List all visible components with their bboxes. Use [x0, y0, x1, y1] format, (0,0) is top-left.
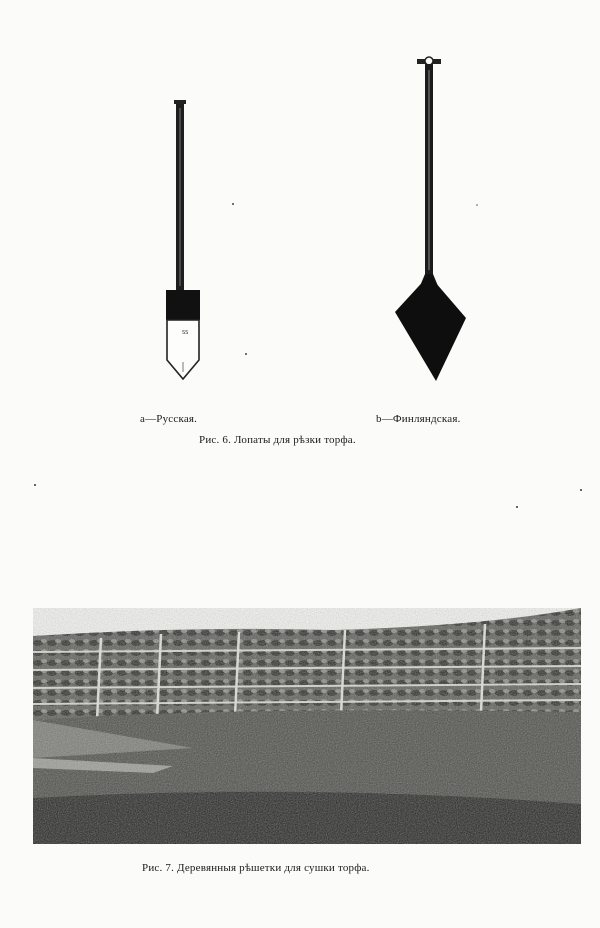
figure-6-label-a: a—Русская.: [140, 413, 198, 425]
svg-text:SS: SS: [182, 330, 189, 336]
finnish-spade-drawing: [395, 57, 466, 381]
print-speck: [580, 489, 582, 491]
figure-7-caption: Рис. 7. Деревянныя рѣшетки для сушки торфа.: [142, 862, 370, 874]
print-speck: [516, 506, 518, 508]
russian-spade-drawing: [166, 100, 200, 379]
figure-6-label-b: b—Финляндская.: [376, 413, 461, 425]
figure-7-photograph: [33, 608, 581, 844]
figure-6-caption: Рис. 6. Лопаты для рѣзки торфа.: [199, 434, 356, 446]
print-speck: [34, 484, 36, 486]
